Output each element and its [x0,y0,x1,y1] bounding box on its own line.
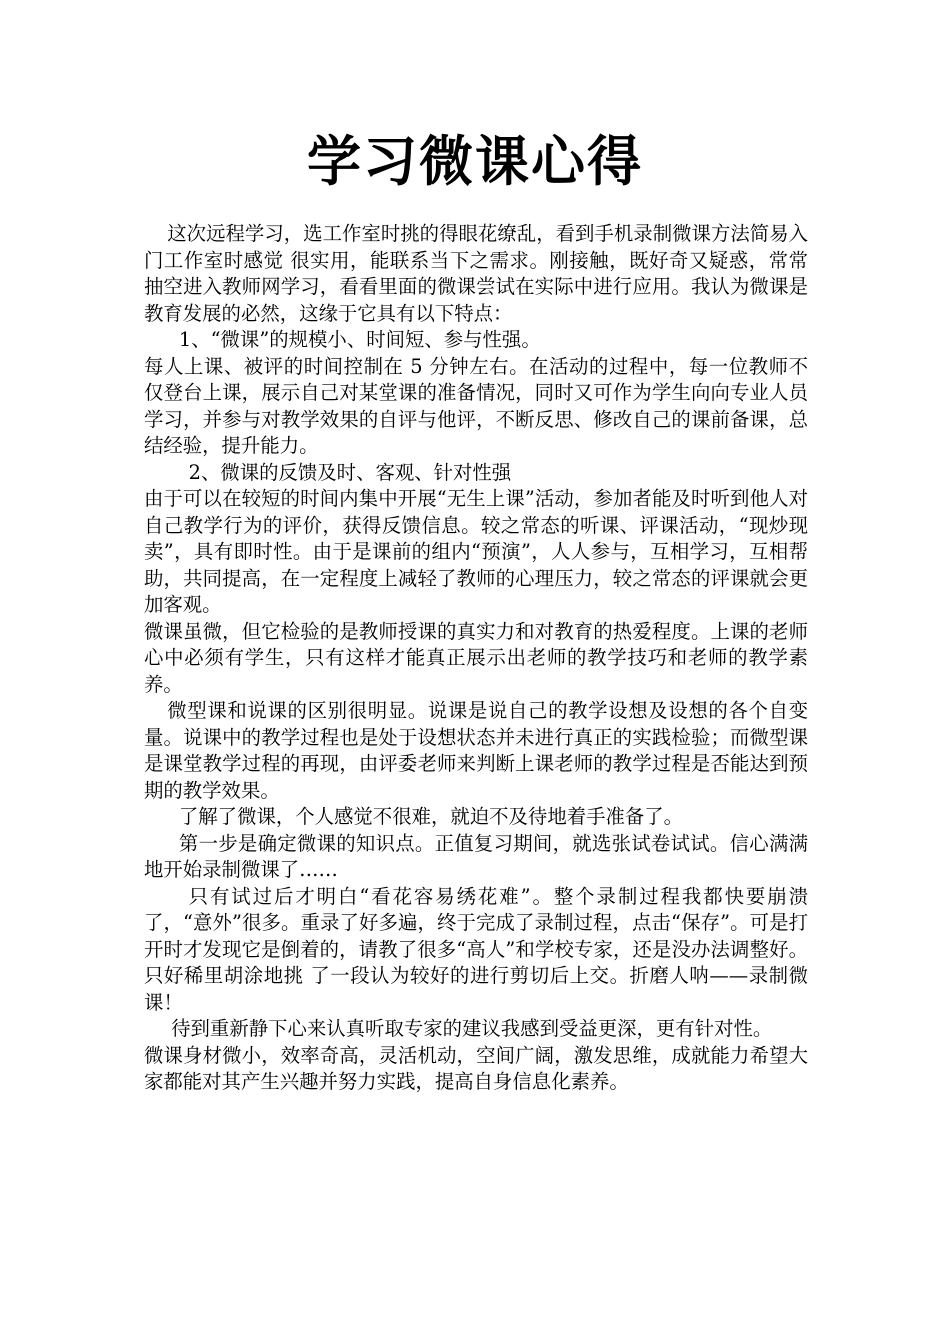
paragraph-intro: 这次远程学习，选工作室时挑的得眼花缭乱，看到手机录制微课方法简易入门工作室时感觉 很实用，能联系当下之需求。刚接触，既好奇又疑惑，常常抽空进入教师网学习，看看里面的微课尝试在实际中进行应用。我认为微课是教育发展的必然，这缘于它具有以下特点： [144,222,808,325]
paragraph-feature-2-body: 由于可以在较短的时间内集中开展“无生上课”活动，参加者能及时听到他人对自己教学行为的评价，获得反馈信息。较之常态的听课、评课活动，“现炒现卖”，具有即时性。由于是课前的组内“预演”，人人参与，互相学习，互相帮助，共同提高，在一定程度上减轻了教师的心理压力，较之常态的评课就会更加客观。 [144,487,808,616]
paragraph-micro-lesson-test: 微课虽微，但它检验的是教师授课的真实力和对教育的热爱程度。上课的老师心中必须有学生，只有这样才能真正展示出老师的教学技巧和老师的教学素养。 [144,619,808,696]
document-body [144,221,808,1096]
paragraph-feature-1-heading: 1、“微课”的规模小、时间短、参与性强。 [178,328,541,351]
paragraph-expert-advice: 待到重新静下心来认真听取专家的建议我感到受益更深，更有针对性。 [171,1017,773,1040]
paragraph-feature-2-heading: 2、微课的反馈及时、客观、针对性强 [188,460,512,484]
paragraph-prepare: 了解了微课，个人感觉不很难，就迫不及待地着手准备了。 [178,805,684,828]
paragraph-conclusion: 微课身材微小，效率奇高，灵活机动，空间广阔，激发思维，成就能力希望大家都能对其产生兴趣并努力实践，提高自身信息化素养。 [144,1043,808,1093]
document-title: 学习微课心得 [307,130,643,193]
paragraph-micro-vs-explain: 微型课和说课的区别很明显。说课是说自己的教学设想及设想的各个自变量。说课中的教学过程也是处于设想状态并未进行真正的实践检验；而微型课是课堂教学过程的再现，由评委老师来判断上课老师的教学过程是否能达到预期的教学效果。 [144,699,808,802]
paragraph-recording-experience: 只有试过后才明白“看花容易绣花难”。整个录制过程我都快要崩溃了，“意外”很多。重录了好多遍，终于完成了录制过程，点击“保存”。可是打开时才发现它是倒着的，请教了很多“高人”和学校专家，还是没办法调整好。只好稀里胡涂地挑 了一段认为较好的进行剪切后上交。折磨人呐——录制微课！ [144,884,808,1014]
paragraph-feature-1-body: 每人上课、被评的时间控制在 5 分钟左右。在活动的过程中，每一位教师不仅登台上课，展示自己对某堂课的准备情况，同时又可作为学生向向专业人员学习，并参与对教学效果的自评与他评，不断反思、修改自己的课前备课，总结经验，提升能力。 [144,354,808,457]
paragraph-step-one: 第一步是确定微课的知识点。正值复习期间，就选张试卷试试。信心满满地开始录制微课了…… [144,831,808,881]
